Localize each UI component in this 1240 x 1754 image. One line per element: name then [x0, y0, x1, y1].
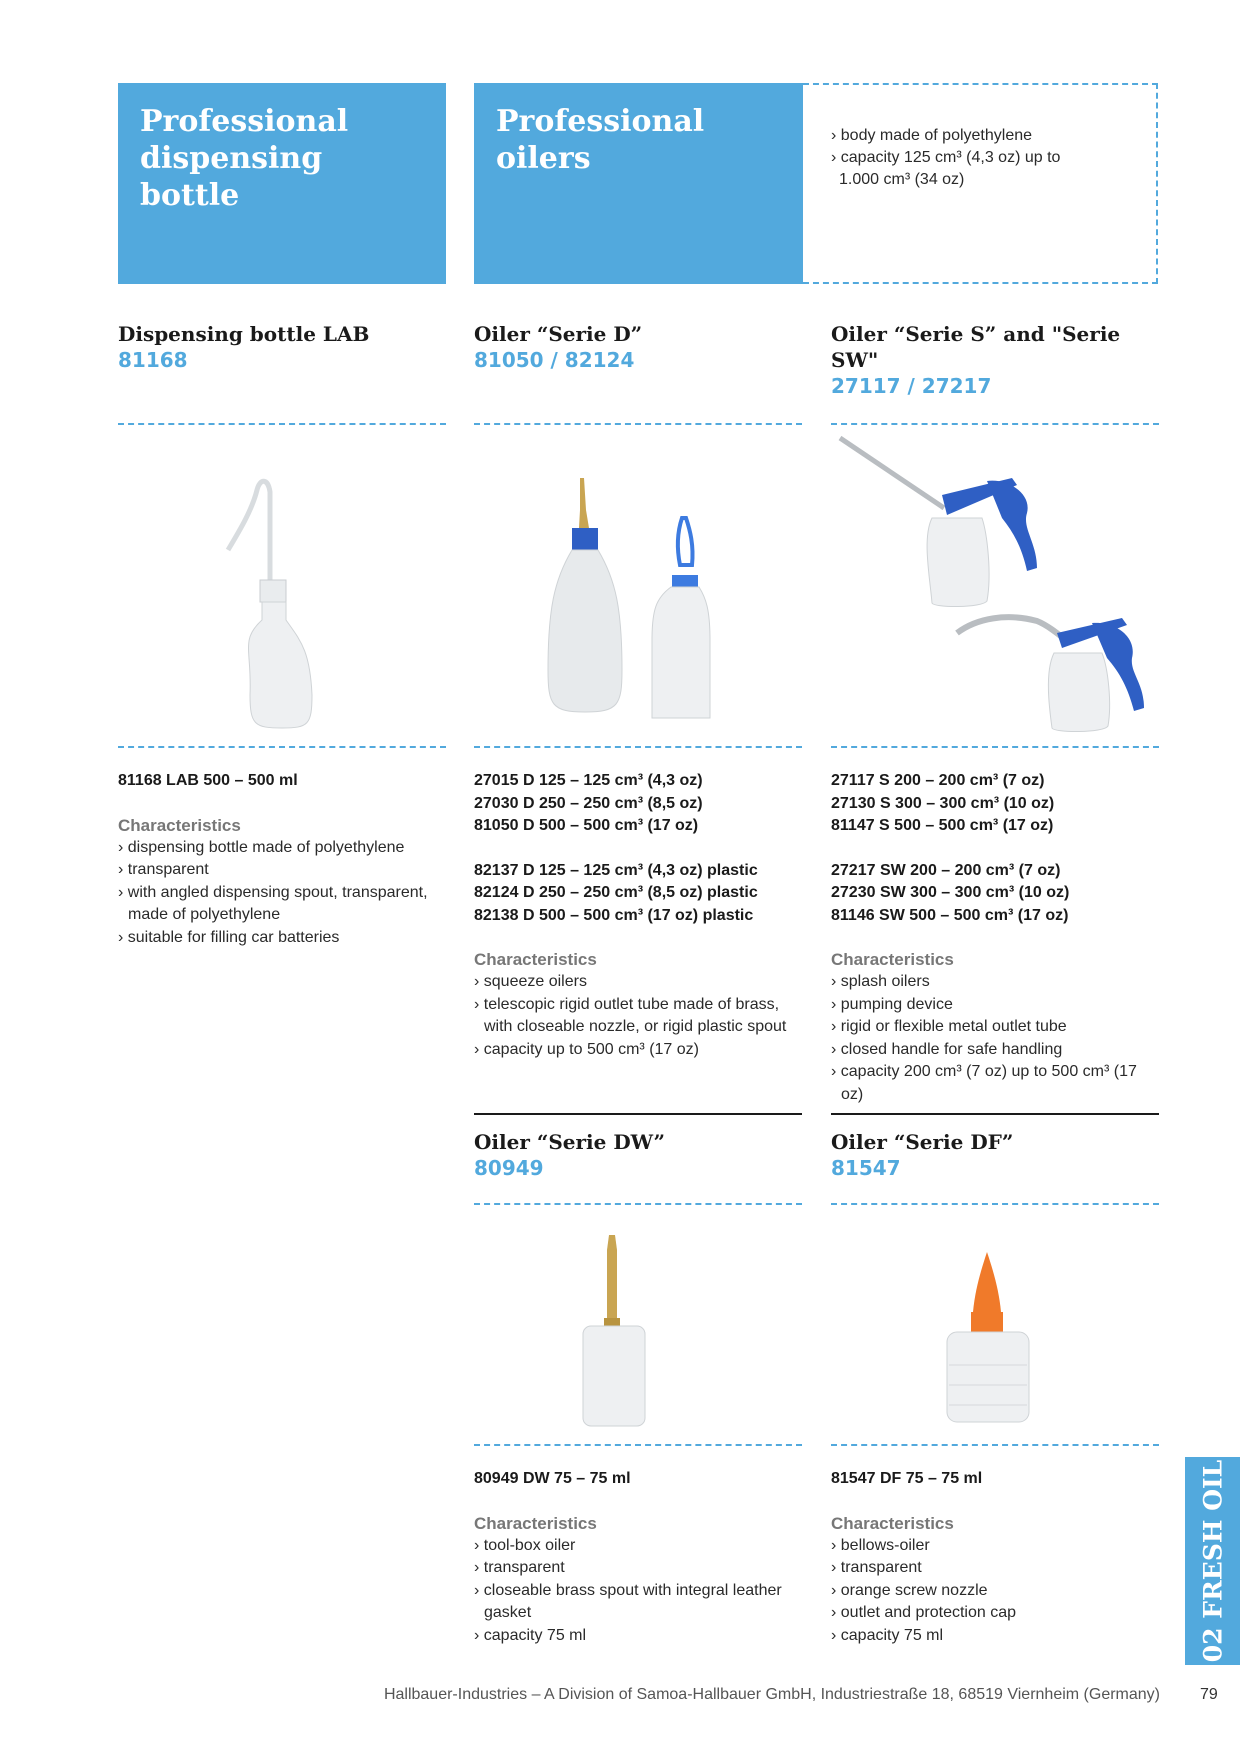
characteristic-item: › capacity 75 ml: [831, 1626, 944, 1644]
section-rule: [474, 1113, 802, 1115]
characteristic-item: › with angled dispensing spout, transparent, made of polyethylene: [118, 883, 428, 923]
model-line: 81147 S 500 – 500 cm³ (17 oz): [831, 817, 1054, 834]
characteristic-item: › suitable for filling car batteries: [118, 928, 340, 946]
characteristic-item: › transparent: [831, 1559, 922, 1576]
characteristic-item: › squeeze oilers: [474, 973, 587, 990]
product-title: Oiler “Serie D”: [474, 322, 643, 346]
characteristic-item: › pumping device: [831, 995, 953, 1013]
model-line: 82138 D 500 – 500 cm³ (17 oz) plastic: [474, 906, 754, 924]
serie-s-header: [831, 321, 1159, 399]
model-line: 82124 D 250 – 250 cm³ (8,5 oz) plastic: [474, 884, 758, 901]
intro-bullet: › capacity 125 cm³ (4,3 oz) up to: [831, 149, 1061, 166]
serie-df-header: [831, 1129, 1159, 1181]
characteristics-title: Characteristics: [474, 1513, 597, 1533]
divider: [831, 1444, 1159, 1446]
characteristic-item: › outlet and protection cap: [831, 1604, 1017, 1621]
hero-left-title: Professional dispensing bottle: [140, 104, 349, 213]
intro-box: [803, 83, 1158, 284]
lab-bottle-image: [210, 470, 330, 735]
characteristic-item: › dispensing bottle made of polyethylene: [118, 838, 405, 856]
characteristic-item: › telescopic rigid outlet tube made of brass, with closeable nozzle, or rigid plastic spout: [474, 995, 787, 1035]
hero-right-title: Professional oilers: [496, 104, 705, 176]
product-title: Oiler “Serie DW”: [474, 1130, 666, 1154]
model-line: 81547 DF 75 – 75 ml: [831, 1470, 983, 1487]
intro-bullet: › body made of polyethylene: [831, 127, 1033, 144]
serie-df-oiler-image: [935, 1250, 1040, 1430]
divider: [831, 423, 1159, 425]
intro-bullet: 1.000 cm³ (34 oz): [839, 171, 965, 188]
model-line: 27030 D 250 – 250 cm³ (8,5 oz): [474, 794, 703, 812]
product-number: 81547: [831, 1156, 901, 1180]
hero-left: [118, 83, 446, 284]
model-line: 27217 SW 200 – 200 cm³ (7 oz): [831, 861, 1061, 879]
model-line: 80949 DW 75 – 75 ml: [474, 1470, 631, 1487]
product-number: 81050 / 82124: [474, 348, 635, 372]
product-number: 27117 / 27217: [831, 374, 992, 398]
model-line: 27015 D 125 – 125 cm³ (4,3 oz): [474, 772, 703, 789]
divider: [831, 1203, 1159, 1205]
divider: [118, 423, 446, 425]
characteristic-item: › capacity 200 cm³ (7 oz) up to 500 cm³ (17 oz): [831, 1063, 1137, 1103]
characteristic-item: › rigid or flexible metal outlet tube: [831, 1018, 1067, 1035]
footer-address: Hallbauer-Industries – A Division of Samoa-Hallbauer GmbH, Industriestraße 18, 68519 Viernheim (Germany): [383, 1686, 1160, 1703]
serie-dw-details: [474, 1468, 802, 1647]
lab-details: [118, 770, 446, 949]
serie-d-header: [474, 321, 802, 373]
model-line: 82137 D 125 – 125 cm³ (4,3 oz) plastic: [474, 861, 758, 879]
characteristic-item: › bellows-oiler: [831, 1536, 930, 1554]
characteristics-title: Characteristics: [118, 815, 241, 835]
model-line: 27130 S 300 – 300 cm³ (10 oz): [831, 794, 1055, 812]
serie-df-details: [831, 1468, 1159, 1647]
model-line: 81146 SW 500 – 500 cm³ (17 oz): [831, 906, 1069, 924]
model-line: 27230 SW 300 – 300 cm³ (10 oz): [831, 884, 1070, 901]
page-number: 79: [1200, 1686, 1218, 1703]
divider: [474, 746, 802, 748]
serie-dw-header: [474, 1129, 802, 1181]
product-title: Oiler “Serie S” and "Serie SW": [831, 322, 1121, 372]
serie-dw-oiler-image: [575, 1230, 655, 1430]
serie-d-details: [474, 770, 802, 1061]
lab-header: [118, 321, 446, 373]
characteristic-item: › transparent: [118, 861, 209, 878]
section-rule: [831, 1113, 1159, 1115]
model-line: 81168 LAB 500 – 500 ml: [118, 772, 298, 789]
characteristic-item: › orange screw nozzle: [831, 1581, 988, 1599]
serie-d-bottles-image: [540, 470, 730, 730]
divider: [474, 1203, 802, 1205]
characteristic-item: › transparent: [474, 1559, 565, 1576]
serie-s-oilers-image: [832, 433, 1162, 743]
section-side-tab: [1185, 1457, 1240, 1665]
characteristic-item: › closed handle for safe handling: [831, 1040, 1063, 1058]
characteristic-item: › capacity 75 ml: [474, 1626, 587, 1644]
product-title: Oiler “Serie DF”: [831, 1130, 1014, 1154]
hero-right: [474, 83, 803, 284]
serie-s-details: [831, 770, 1159, 1106]
section-tab-label: 02 FRESH OIL: [1198, 1459, 1227, 1663]
product-title: Dispensing bottle LAB: [118, 322, 370, 346]
product-number: 80949: [474, 1156, 544, 1180]
characteristic-item: › closeable brass spout with integral leather gasket: [474, 1581, 782, 1621]
characteristic-item: › capacity up to 500 cm³ (17 oz): [474, 1040, 699, 1058]
characteristic-item: › tool-box oiler: [474, 1536, 576, 1554]
divider: [831, 746, 1159, 748]
characteristics-title: Characteristics: [831, 950, 954, 969]
characteristic-item: › splash oilers: [831, 973, 930, 990]
divider: [118, 746, 446, 748]
characteristics-title: Characteristics: [831, 1513, 954, 1533]
divider: [474, 1444, 802, 1446]
product-number: 81168: [118, 348, 188, 372]
divider: [474, 423, 802, 425]
model-line: 27117 S 200 – 200 cm³ (7 oz): [831, 772, 1045, 789]
characteristics-title: Characteristics: [474, 950, 597, 969]
model-line: 81050 D 500 – 500 cm³ (17 oz): [474, 817, 699, 834]
